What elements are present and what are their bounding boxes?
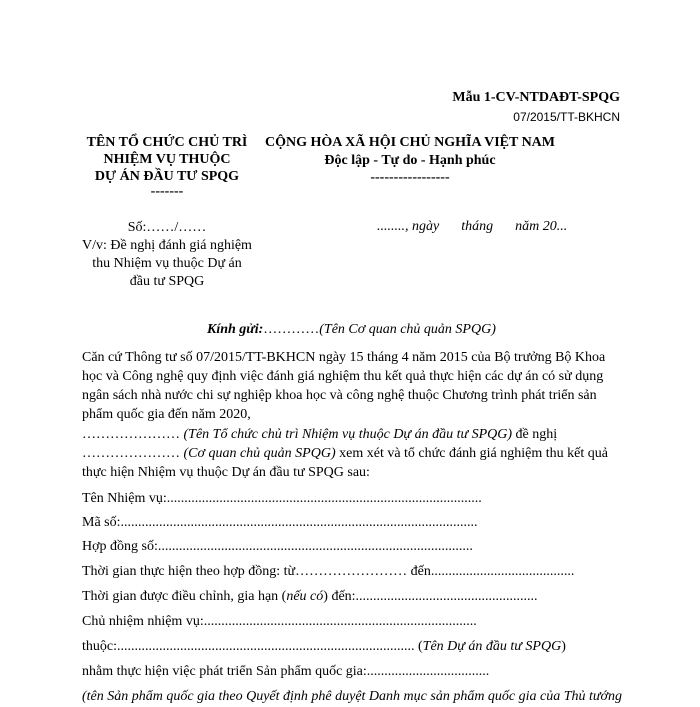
field-adjusted-period (82, 587, 538, 607)
field-task-name: Tên Nhiệm vụ:.......................................................................................... (82, 491, 482, 506)
org-dots: ………………… (82, 427, 184, 442)
subject-line3: đầu tư SPQG (129, 274, 205, 289)
adjust-end: ) đến:.................................................... (323, 589, 538, 604)
under-close: ) (561, 639, 566, 654)
org-rule: ------- (150, 184, 184, 199)
request-text1: đề nghị (512, 427, 558, 442)
field-contract: Hợp đồng số:.......................................................................................... (82, 539, 473, 554)
circular-code: 07/2015/TT-BKHCN (513, 110, 620, 124)
org-name-line1: TÊN TỔ CHỨC CHỦ TRÌ (86, 135, 248, 150)
request-line3: thực hiện Nhiệm vụ thuộc Dự án đầu tư SPQG sau: (82, 465, 370, 480)
date-place: ........, (377, 219, 412, 234)
request-line2 (82, 444, 608, 464)
period-dots: …………………… (295, 564, 408, 579)
legal-basis-paragraph: Căn cứ Thông tư số 07/2015/TT-BKHCN ngày 15 tháng 4 năm 2015 của Bộ trưởng Bộ Khoa học và Công nghệ quy định việc đánh giá nghiệm thu kết quả thực hiện các dự án có sử dụng ngân sách nhà nước chi sự nghiệp khoa học và công nghệ thuộc Chương trình phát triển sản phẩm quốc gia đến năm 2020, (82, 350, 606, 422)
under-label: thuộc:..................................................................................... ( (82, 639, 423, 654)
salutation-dots: ………… (263, 322, 320, 337)
field-period (82, 562, 574, 582)
document-number: Số:……/…… (127, 220, 207, 235)
salutation-recipient: (Tên Cơ quan chủ quản SPQG) (319, 322, 496, 337)
subject-line1: V/v: Đề nghị đánh giá nghiệm (82, 238, 252, 253)
field-under-project (82, 637, 566, 657)
field-note: (tên Sản phẩm quốc gia theo Quyết định phê duyệt Danh mục sản phẩm quốc gia của Thủ tướng (82, 689, 623, 704)
field-task-lead: Chủ nhiệm nhiệm vụ:.............................................................................. (82, 614, 477, 629)
period-label: Thời gian thực hiện theo hợp đồng: từ (82, 564, 296, 579)
agency-placeholder: (Cơ quan chủ quản SPQG) (183, 446, 336, 461)
adjust-optional: nếu có (286, 589, 324, 604)
field-code: Mã số:...................................................................................................... (82, 515, 478, 530)
reference-block (62, 219, 272, 291)
date-day: ngày (412, 219, 440, 234)
date-line (377, 219, 567, 235)
agency-dots: ………………… (82, 446, 184, 461)
nation-title: CỘNG HÒA XÃ HỘI CHỦ NGHĨA VIỆT NAM (264, 135, 555, 150)
request-text2: xem xét và tổ chức đánh giá nghiệm thu kết quả (335, 446, 608, 461)
request-line1 (82, 425, 557, 445)
salutation (207, 322, 496, 338)
date-year: năm 20... (515, 219, 568, 234)
org-header (62, 134, 272, 199)
adjust-label: Thời gian được điều chỉnh, gia hạn ( (82, 589, 287, 604)
form-code: Mẫu 1-CV-NTDAĐT-SPQG (452, 90, 620, 105)
nation-motto: Độc lập - Tự do - Hạnh phúc (324, 153, 496, 168)
field-product-aim: nhằm thực hiện việc phát triển Sản phẩm quốc gia:................................... (82, 664, 490, 679)
salutation-label: Kính gửi: (207, 322, 264, 337)
subject-line2: thu Nhiệm vụ thuộc Dự án (92, 256, 242, 271)
under-placeholder: Tên Dự án đầu tư SPQG (422, 639, 562, 654)
org-placeholder: (Tên Tổ chức chủ trì Nhiệm vụ thuộc Dự án đầu tư SPQG) (183, 427, 513, 442)
period-end: đến......................................... (407, 564, 575, 579)
org-name-line2: NHIỆM VỤ THUỘC (103, 152, 231, 167)
nation-header (260, 134, 560, 186)
date-month: tháng (461, 219, 494, 234)
nation-rule: ----------------- (370, 170, 450, 185)
org-name-line3: DỰ ÁN ĐẦU TƯ SPQG (94, 169, 240, 184)
